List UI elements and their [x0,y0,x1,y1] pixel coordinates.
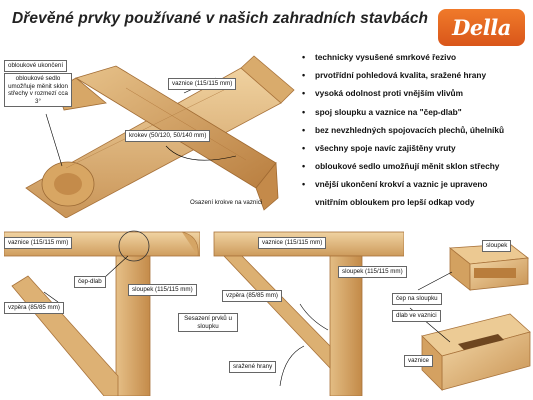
label-tenon-on-post: čep na sloupku [392,293,442,305]
label-post-4: sloupek [482,240,511,252]
label-purlin-4: vaznice [404,355,433,367]
label-arched-end: obloukové ukončení [4,60,67,72]
label-purlin-3: vaznice (115/115 mm) [258,237,326,249]
label-post-2: sloupek (115/115 mm) [128,284,197,296]
bullet-icon: • [302,88,306,99]
label-rafter: krokev (50/120, 50/140 mm) [125,130,210,142]
label-brace-2: vzpěra (85/85 mm) [4,302,64,314]
label-chamfered-edges: sražené hrany [229,361,276,373]
feature-item: • bez nevzhledných spojovacích plechů, úhelníků [302,124,505,135]
feature-list [300,52,532,216]
label-assembly: Sesazení prvků u sloupku [178,313,238,332]
label-mortise-in-purlin: dlab ve vaznici [392,310,441,322]
bullet-icon: • [302,161,306,172]
label-purlin-2: vaznice (115/115 mm) [4,237,72,249]
bullet-icon: • [302,106,306,117]
bullet-icon: • [302,142,306,153]
page-title: Dřevěné prvky používané v našich zahradních stavbách [12,10,429,27]
feature-item: • technicky vysušené smrkové řezivo [302,52,457,62]
figure1-caption: Osazení krokve na vaznici [190,199,263,206]
bullet-icon: • [302,124,306,135]
label-post-3: sloupek (115/115 mm) [338,266,407,278]
bullet-icon: • [302,52,306,62]
feature-item: • všechny spoje navíc zajištěny vruty [302,142,456,153]
feature-item: • spoj sloupku a vaznice na "čep-dlab" [302,106,462,117]
bullet-icon: • [302,70,306,81]
label-purlin-1: vaznice (115/115 mm) [168,78,236,90]
label-saddle: obloukové sedlo umožňuje měnit sklon střechy v rozmezí cca 3° [4,73,72,107]
label-brace-3: vzpěra (85/85 mm) [222,290,282,302]
label-tenon-mortise: čep-dlab [74,276,106,288]
logo-text: Della [452,15,511,40]
feature-item: • vysoká odolnost proti vnějším vlivům [302,88,463,99]
feature-item: • vnější ukončení krokví a vaznic je upraveno vnitřním obloukem pro lepší odkap vody [302,179,488,208]
feature-item: • obloukové sedlo umožňují měnit sklon střechy [302,161,500,172]
feature-item: • prvotřídní pohledová kvalita, sražené hrany [302,70,487,81]
bullet-icon: • [302,179,306,190]
della-logo [438,9,525,46]
